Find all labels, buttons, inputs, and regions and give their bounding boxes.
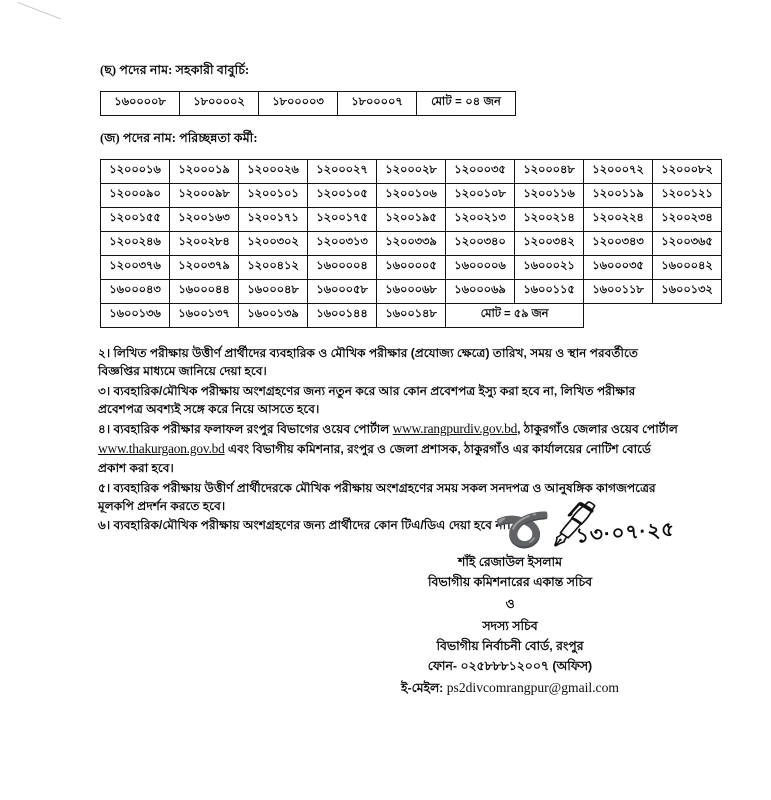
roll-cell: ১২০০০৮২ [653,160,722,184]
roll-cell: ১২০০৩৬৫ [653,232,722,256]
roll-cell: ১২০০৪১২ [239,256,308,280]
table-row [101,160,722,184]
scan-artifact-line [11,2,61,36]
section-heading-cleaning-staff: (জ) পদের নাম: পরিচ্ছন্নতা কর্মী: [100,131,258,145]
roll-cell: ১২০০১৭১ [239,208,308,232]
roll-cell: ১৮০০০০৩ [259,92,338,116]
roll-cell: ১২০০২৩৪ [653,208,722,232]
roll-cell: ১২০০১০৫ [308,184,377,208]
roll-cell: ১২০০১৭৫ [308,208,377,232]
phone-value: ০২৫৮৮৮১২০০৭ (অফিস) [460,659,593,674]
roll-cell: ১৮০০০০২ [180,92,259,116]
empty-cell [653,304,722,328]
paragraph-3: ৩। ব্যবহারিক/মৌখিক পরীক্ষায় অংশগ্রহণের জন্য নতুন করে আর কোন প্রবেশপত্র ইস্যু করা হবে না, লিখিত পরীক্ষার প্রবেশপত্র অবশ্যই সঙ্গে করে নিয়ে আসতে হবে। [98,383,636,416]
total-cell: মোট = ০৪ জন [417,92,516,116]
roll-table-assistant-cook [100,91,516,116]
signatory-phone [330,656,690,676]
signature-date: ১৩·০৭·২৫ [575,518,676,548]
paragraph-2: ২। লিখিত পরীক্ষায় উত্তীর্ণ প্রার্থীদের ব্যবহারিক ও মৌখিক পরীক্ষার (প্রযোজ্য ক্ষেত্রে) তারিখ, সময় ও স্থান পরবর্তীতে বিজ্ঞপ্তির মাধ্যমে জানিয়ে দেয়া হবে। [98,346,638,379]
roll-cell: ১২০০১১৯ [584,184,653,208]
roll-cell: ১২০০৩৭৬ [101,256,170,280]
roll-cell: ১২০০০৪৮ [515,160,584,184]
roll-cell: ১২০০৩১৩ [308,232,377,256]
roll-cell: ১২০০১৫৫ [101,208,170,232]
roll-cell: ১২০০১৯৫ [377,208,446,232]
table-row [101,256,722,280]
roll-cell: ১৬০০০০৮ [101,92,180,116]
table-row [101,208,722,232]
thakurgaon-link[interactable]: www.thakurgaon.gov.bd [98,441,225,457]
signatory-conjunction: ও [505,597,515,612]
signatory-designation-1: বিভাগীয় কমিশনারের একান্ত সচিব [427,575,593,590]
roll-cell: ১২০০৩০২ [239,232,308,256]
roll-cell: ১২০০২৮৪ [170,232,239,256]
roll-cell: ১২০০৩৭৯ [170,256,239,280]
paragraph-6: ৬। ব্যবহারিক/মৌখিক পরীক্ষায় অংশগ্রহণের জন্য প্রার্থীদের কোন টিএ/ডিএ দেয়া হবে না। [98,518,511,533]
roll-cell: ১২০০২১৪ [515,208,584,232]
roll-cell: ১৬০০০৪২ [653,256,722,280]
roll-table-cleaning-staff [100,159,722,328]
roll-cell: ১৬০০০০৪ [308,256,377,280]
roll-cell: ১৬০০০৪৩ [101,280,170,304]
roll-cell: ১৬০০০৪৪ [170,280,239,304]
roll-cell: ১২০০৩৪৩ [584,232,653,256]
roll-cell: ১৬০০১৪৪ [308,304,377,328]
roll-cell: ১৮০০০০৭ [338,92,417,116]
table-row [101,92,516,116]
roll-cell: ১২০০২২৪ [584,208,653,232]
roll-cell: ১৬০০১৩৯ [239,304,308,328]
roll-cell: ১২০০২১৩ [446,208,515,232]
paragraph-4-text-before: ৪। ব্যবহারিক পরীক্ষার ফলাফল রংপুর বিভাগের ওয়েব পোর্টাল [98,422,393,437]
roll-cell: ১২০০৩৩৯ [377,232,446,256]
handwritten-signature-icon: ➰🖋 [492,498,600,558]
roll-cell: ১৬০০০৬৮ [377,280,446,304]
email-label: ই-মেইল: [401,680,447,695]
signatory-name: শাঁই রেজাউল ইসলাম [458,555,562,569]
roll-cell: ১২০০০৩৫ [446,160,515,184]
document-content [98,62,713,536]
roll-cell: ১২০০০১৬ [101,160,170,184]
empty-cell [584,304,653,328]
roll-cell: ১২০০০৯৮ [170,184,239,208]
roll-cell: ১২০০০২৬ [239,160,308,184]
table-row [101,280,722,304]
paragraph-4-text-middle: , ঠাকুরগাঁও জেলার ওয়েব পোর্টাল [517,422,678,437]
roll-cell: ১৬০০১৩৬ [101,304,170,328]
roll-cell: ১৬০০০৩৫ [584,256,653,280]
roll-cell: ১৬০০১১৫ [515,280,584,304]
paragraph-4 [98,419,678,478]
roll-cell: ১২০০০১৯ [170,160,239,184]
email-value[interactable]: ps2divcomrangpur@gmail.com [446,679,619,695]
table-row [101,232,722,256]
paragraph-4-text-after: এবং বিভাগীয় কমিশনার, রংপুর ও জেলা প্রশাসক, ঠাকুরগাঁও এর কার্যালয়ের নোটিশ বোর্ডে প্রকাশ করা হবে। [98,442,651,476]
roll-cell: ১৬০০০৫৮ [308,280,377,304]
roll-cell: ১৬০০০০৬ [446,256,515,280]
roll-cell: ১২০০১০১ [239,184,308,208]
paragraph-5: ৫। ব্যবহারিক পরীক্ষায় উত্তীর্ণ প্রার্থীদেরকে মৌখিক পরীক্ষায় অংশগ্রহণের সময় সকল সনদপত্র ও আনুষঙ্গিক কাগজপত্রের মূলকপি প্রদর্শন করতে হবে। [98,480,656,513]
roll-cell: ১২০০০২৮ [377,160,446,184]
roll-cell: ১৬০০১১৮ [584,280,653,304]
roll-cell: ১৬০০০৬৯ [446,280,515,304]
roll-cell: ১৬০০০২১ [515,256,584,280]
signatory-designation-2: সদস্য সচিব [482,619,538,634]
table-row [101,184,722,208]
section-heading-assistant-cook: (ছ) পদের নাম: সহকারী বাবুর্চি: [100,63,250,77]
roll-cell: ১২০০০৯০ [101,184,170,208]
signatory-email [330,677,690,699]
roll-cell: ১২০০১৬৩ [170,208,239,232]
roll-cell: ১২০০০২৭ [308,160,377,184]
rangpurdiv-link[interactable]: www.rangpurdiv.gov.bd [392,421,518,437]
roll-cell: ১২০০৩৪২ [515,232,584,256]
roll-cell: ১৬০০১৩৭ [170,304,239,328]
roll-cell: ১২০০১০৮ [446,184,515,208]
roll-cell: ১২০০৩৪০ [446,232,515,256]
signatory-board: বিভাগীয় নির্বাচনী বোর্ড, রংপুর [436,639,584,654]
roll-cell: ১২০০১১৬ [515,184,584,208]
roll-cell: ১২০০১২১ [653,184,722,208]
total-cell: মোট = ৫৯ জন [446,304,584,328]
roll-cell: ১২০০০৭২ [584,160,653,184]
roll-cell: ১৬০০০০৫ [377,256,446,280]
roll-cell: ১৬০০১৪৮ [377,304,446,328]
signature-row [330,498,690,558]
roll-cell: ১২০০২৪৬ [101,232,170,256]
table-row [101,304,722,328]
roll-cell: ১৬০০১৩২ [653,280,722,304]
roll-cell: ১২০০১০৬ [377,184,446,208]
signature-block [330,498,690,699]
phone-label: ফোন- [427,659,461,674]
roll-cell: ১৬০০০৪৮ [239,280,308,304]
